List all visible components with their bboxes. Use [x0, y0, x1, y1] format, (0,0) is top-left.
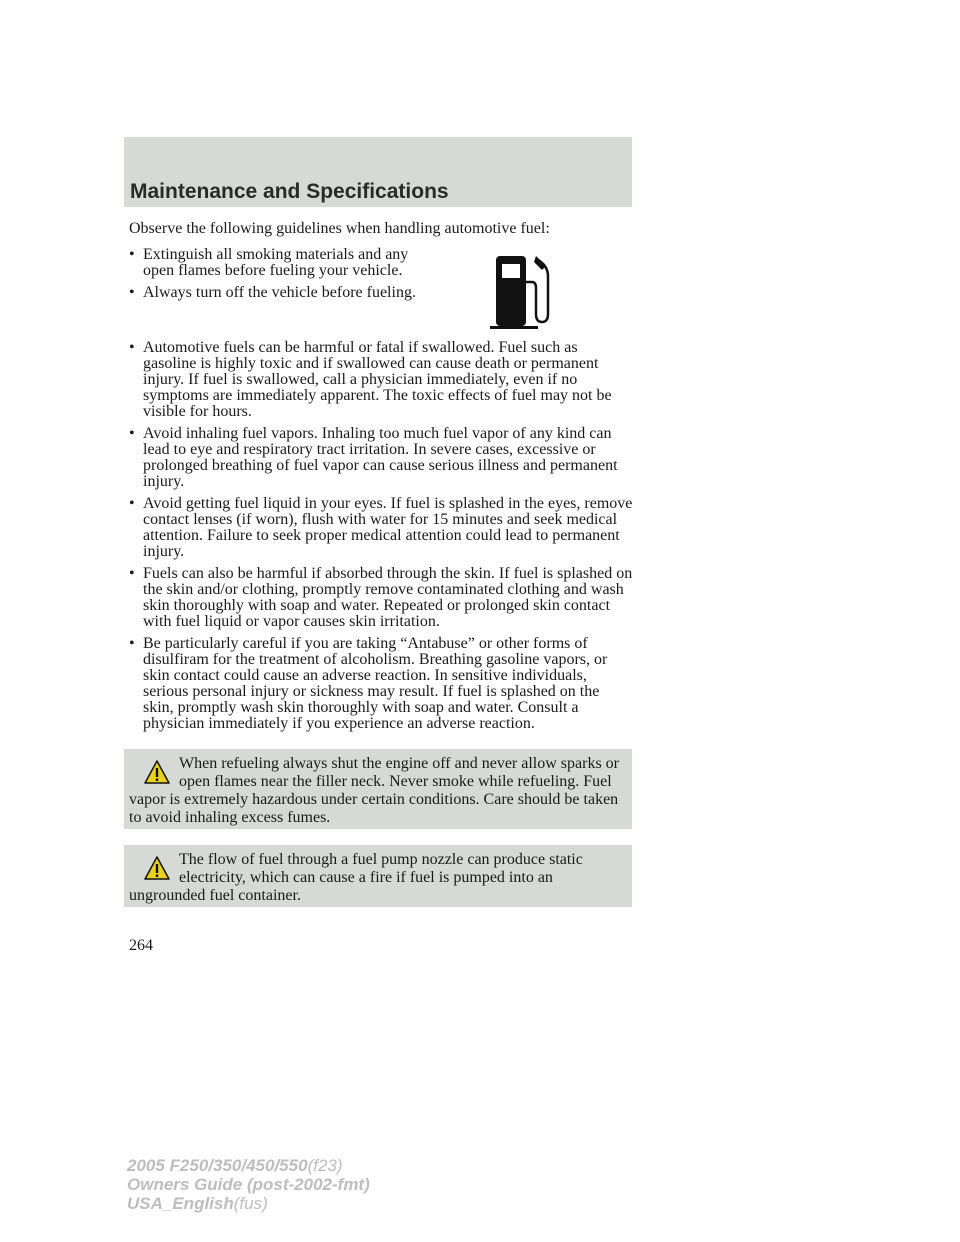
footer-model-code: (f23)	[307, 1156, 343, 1175]
intro-text: Observe the following guidelines when handling automotive fuel:	[129, 220, 550, 237]
section-title: Maintenance and Specifications	[130, 180, 449, 203]
page-number: 264	[129, 937, 153, 954]
list-item: • Extinguish all smoking materials and any open flames before fueling your vehicle.	[129, 246, 409, 279]
bullet-list	[129, 340, 634, 738]
footer-language-code: (fus)	[233, 1194, 268, 1213]
footer-model: 2005 F250/350/450/550	[127, 1156, 308, 1175]
list-item: • Fuels can also be harmful if absorbed through the skin. If fuel is splashed on the skin and/or clothing, promptly remove contaminated clothing and wash skin thoroughly with soap and water. Repeated or prolonged skin contact with fuel liquid or vapor causes skin irritation.	[129, 565, 633, 630]
warning-box	[124, 845, 632, 907]
document-footer	[127, 1156, 370, 1213]
section-header	[124, 137, 632, 207]
warning-text: The flow of fuel through a fuel pump nozzle can produce static electricity, which can cause a fire if fuel is pumped into an ungrounded fuel container.	[129, 851, 583, 904]
footer-guide: Owners Guide (post-2002-fmt)	[127, 1175, 370, 1194]
list-item: • Always turn off the vehicle before fueling.	[129, 284, 416, 301]
bullet-list-top	[129, 247, 419, 307]
warning-box	[124, 749, 632, 829]
list-item: • Be particularly careful if you are taking “Antabuse” or other forms of disulfiram for the treatment of alcoholism. Breathing gasoline vapors, or skin contact could cause an adverse reaction. In sensitive individuals, serious personal injury or sickness may result. If fuel is splashed on the skin, promptly wash skin thoroughly with soap and water. Consult a physician immediately if you experience an adverse reaction.	[129, 635, 608, 732]
warning-text: When refueling always shut the engine off and never allow sparks or open flames near the filler neck. Never smoke while refueling. Fuel vapor is extremely hazardous under certain conditions. Care should be taken to avoid inhaling excess fumes.	[129, 755, 620, 826]
list-item: • Avoid getting fuel liquid in your eyes. If fuel is splashed in the eyes, remove contact lenses (if worn), flush with water for 15 minutes and seek medical attention. Failure to seek proper medical attention could lead to permanent injury.	[129, 495, 633, 560]
footer-language: USA_English	[127, 1194, 234, 1213]
fuel-pump-icon	[488, 252, 552, 332]
warning-triangle-icon	[143, 855, 171, 881]
list-item: • Automotive fuels can be harmful or fatal if swallowed. Fuel such as gasoline is highly toxic and if swallowed can cause death or permanent injury. If fuel is swallowed, call a physician immediately, even if no symptoms are immediately apparent. The toxic effects of fuel may not be visible for hours.	[129, 339, 612, 420]
list-item: • Avoid inhaling fuel vapors. Inhaling too much fuel vapor of any kind can lead to eye and respiratory tract irritation. In severe cases, excessive or prolonged breathing of fuel vapor can cause serious illness and permanent injury.	[129, 425, 618, 490]
warning-triangle-icon	[143, 759, 171, 785]
